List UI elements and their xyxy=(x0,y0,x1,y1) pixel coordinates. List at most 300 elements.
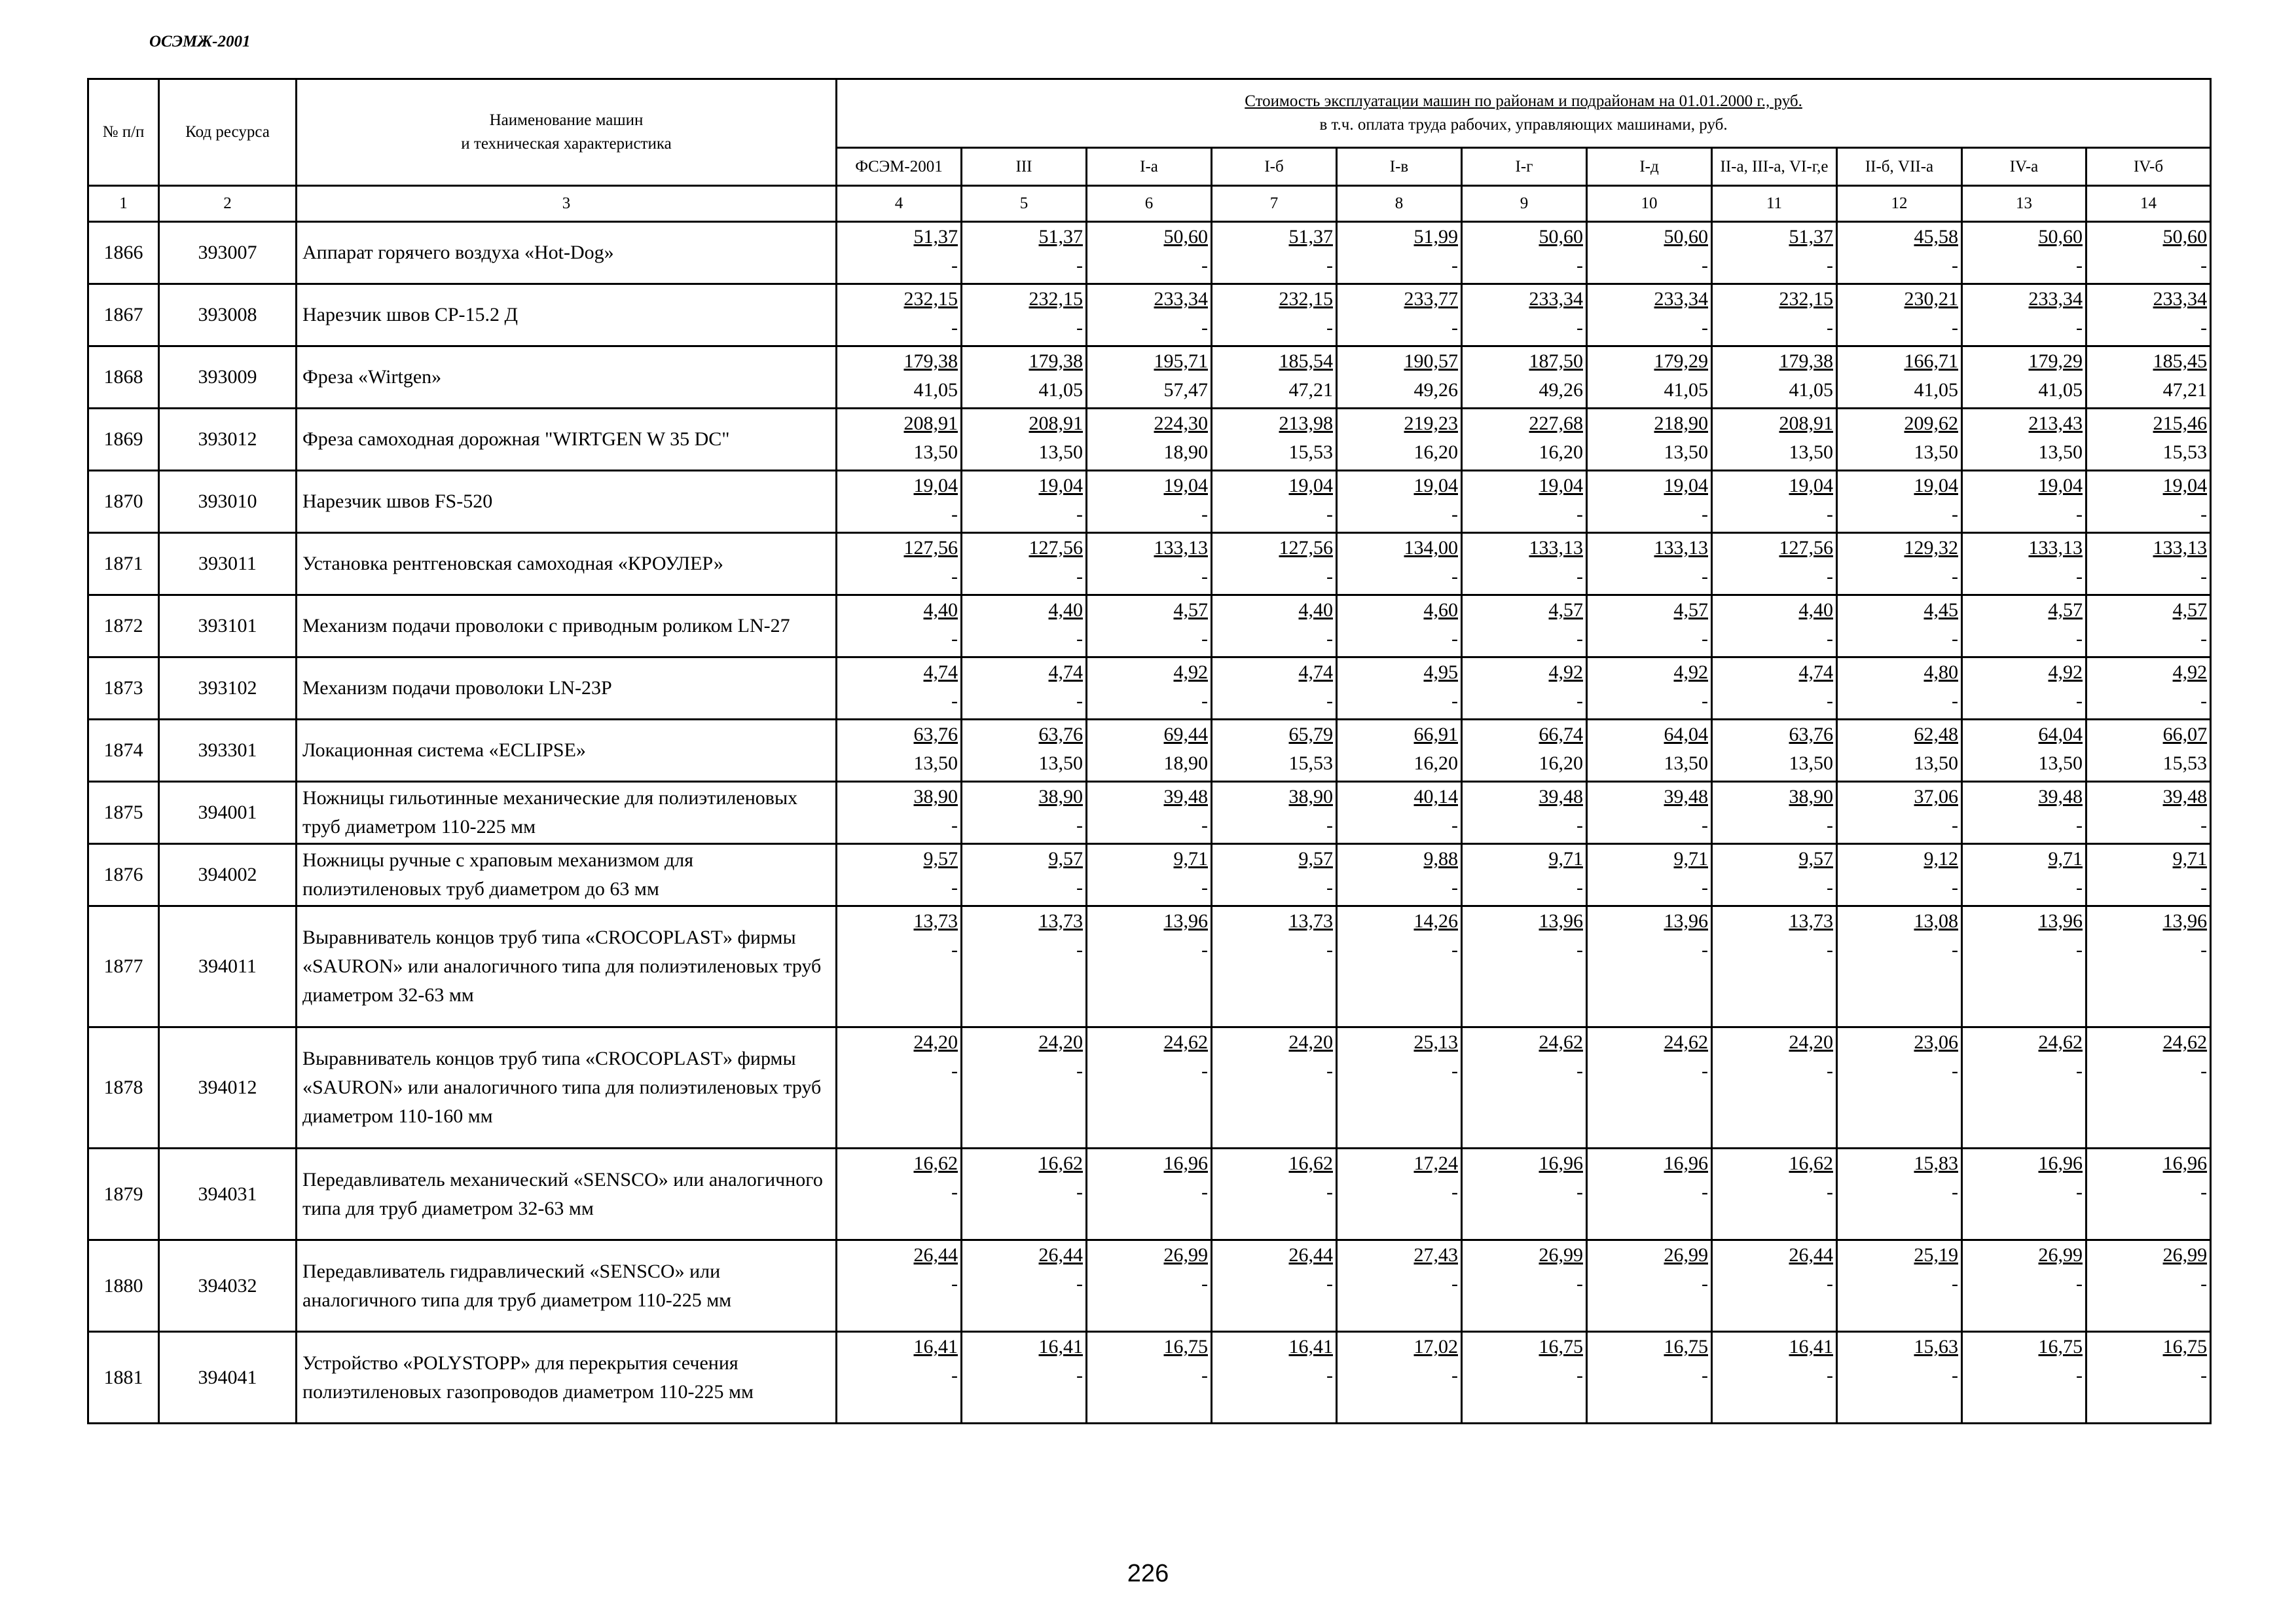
operating-cost-value: 50,60 xyxy=(1163,226,1208,248)
cost-cell xyxy=(1462,657,1587,720)
operating-cost-value: 19,04 xyxy=(1664,475,1708,496)
cost-cell xyxy=(1337,906,1462,1027)
operating-cost-value: 45,58 xyxy=(1914,226,1958,248)
operating-cost-value: 127,56 xyxy=(1779,537,1833,559)
cost-cell xyxy=(1212,906,1337,1027)
operating-cost-value: 39,48 xyxy=(1163,786,1208,807)
labor-cost-value: - xyxy=(1952,628,1958,650)
cost-cell xyxy=(1087,533,1212,595)
cost-cell xyxy=(1337,1332,1462,1424)
cost-cell xyxy=(1837,1240,1962,1332)
resource-code: 394041 xyxy=(159,1332,297,1424)
operating-cost-value: 24,62 xyxy=(1539,1031,1583,1053)
operating-cost-value: 16,41 xyxy=(913,1336,958,1357)
labor-cost-value: - xyxy=(1326,566,1333,587)
labor-cost-value: - xyxy=(1702,504,1708,525)
labor-cost-value: - xyxy=(1576,690,1583,712)
operating-cost-value: 16,96 xyxy=(2162,1153,2208,1174)
header-region: ФСЭМ-2001 xyxy=(837,148,962,186)
labor-cost-value: - xyxy=(1702,628,1708,650)
labor-cost-value: - xyxy=(1952,939,1958,961)
operating-cost-value: 39,48 xyxy=(1664,786,1708,807)
cost-cell xyxy=(962,782,1087,844)
operating-cost-value: 16,62 xyxy=(1789,1153,1833,1174)
labor-cost-value: - xyxy=(2200,690,2208,712)
cost-cell xyxy=(1087,222,1212,284)
cost-cell xyxy=(1587,906,1712,1027)
operating-cost-value: 9,71 xyxy=(1548,848,1583,870)
column-number: 3 xyxy=(297,186,837,222)
labor-cost-value: - xyxy=(1952,317,1958,339)
cost-cell xyxy=(1337,1240,1462,1332)
labor-cost-value: 41,05 xyxy=(1038,379,1083,401)
labor-cost-value: - xyxy=(1201,1181,1208,1203)
operating-cost-value: 16,62 xyxy=(1038,1153,1083,1174)
labor-cost-value: - xyxy=(1827,877,1833,898)
operating-cost-value: 208,91 xyxy=(903,413,958,434)
operating-cost-value: 62,48 xyxy=(1914,724,1958,745)
operating-cost-value: 19,04 xyxy=(1288,475,1333,496)
cost-cell xyxy=(1962,657,2086,720)
labor-cost-value: 13,50 xyxy=(1038,441,1083,463)
operating-cost-value: 127,56 xyxy=(1279,537,1333,559)
operating-cost-value: 24,62 xyxy=(1163,1031,1208,1053)
cost-cell xyxy=(1712,284,1837,346)
cost-cell xyxy=(1837,720,1962,782)
header-cost-title xyxy=(837,79,2211,148)
labor-cost-value: - xyxy=(1076,877,1083,898)
cost-cell xyxy=(1712,1027,1837,1149)
operating-cost-value: 4,45 xyxy=(1923,599,1958,621)
cost-cell xyxy=(1337,657,1462,720)
operating-cost-value: 233,34 xyxy=(2028,288,2083,310)
cost-cell xyxy=(1462,782,1587,844)
cost-cell xyxy=(1587,1027,1712,1149)
machine-name: Передавливатель механический «SENSCO» или аналогичного типа для труб диаметром 32-63 мм xyxy=(297,1149,837,1240)
cost-cell xyxy=(1587,595,1712,657)
cost-cell xyxy=(1712,1149,1837,1240)
labor-cost-value: - xyxy=(1827,939,1833,961)
labor-cost-value: - xyxy=(1451,1273,1458,1295)
labor-cost-value: 41,05 xyxy=(1789,379,1833,401)
labor-cost-value: - xyxy=(1952,504,1958,525)
operating-cost-value: 19,04 xyxy=(1163,475,1208,496)
labor-cost-value: - xyxy=(951,690,958,712)
table-row xyxy=(88,720,2211,782)
labor-cost-value: - xyxy=(2200,1181,2208,1203)
column-number: 11 xyxy=(1712,186,1837,222)
labor-cost-value: - xyxy=(1201,877,1208,898)
column-number: 10 xyxy=(1587,186,1712,222)
operating-cost-value: 133,13 xyxy=(2028,537,2083,559)
labor-cost-value: 13,50 xyxy=(1664,441,1708,463)
operating-cost-value: 9,57 xyxy=(1298,848,1333,870)
operating-cost-value: 69,44 xyxy=(1163,724,1208,745)
cost-cell xyxy=(1087,284,1212,346)
operating-cost-value: 232,15 xyxy=(903,288,958,310)
header-machine-name xyxy=(297,79,837,186)
cost-cell xyxy=(2086,1027,2211,1149)
labor-cost-value: - xyxy=(2076,1060,2083,1082)
cost-cell xyxy=(1337,471,1462,533)
operating-cost-value: 16,75 xyxy=(1163,1336,1208,1357)
table-row xyxy=(88,471,2211,533)
operating-cost-value: 185,54 xyxy=(1279,350,1333,372)
labor-cost-value: - xyxy=(2076,690,2083,712)
cost-cell xyxy=(1712,533,1837,595)
resource-code: 394001 xyxy=(159,782,297,844)
machine-name: Передавливатель гидравлический «SENSCO» или аналогичного типа для труб диаметром 110-225 мм xyxy=(297,1240,837,1332)
cost-cell xyxy=(1962,222,2086,284)
labor-cost-value: 13,50 xyxy=(1038,752,1083,774)
labor-cost-value: - xyxy=(1827,690,1833,712)
row-number: 1866 xyxy=(88,222,159,284)
machine-name: Фреза «Wirtgen» xyxy=(297,346,837,409)
labor-cost-value: 47,21 xyxy=(1288,379,1333,401)
operating-cost-value: 16,96 xyxy=(2038,1153,2083,1174)
labor-cost-value: - xyxy=(951,939,958,961)
operating-cost-value: 66,91 xyxy=(1413,724,1458,745)
labor-cost-value: - xyxy=(1326,1060,1333,1082)
column-number: 7 xyxy=(1212,186,1337,222)
labor-cost-value: - xyxy=(1827,1273,1833,1295)
operating-cost-value: 26,99 xyxy=(1539,1244,1583,1266)
table-row xyxy=(88,657,2211,720)
labor-cost-value: - xyxy=(1201,1273,1208,1295)
labor-cost-value: - xyxy=(1702,317,1708,339)
cost-cell xyxy=(1587,1332,1712,1424)
cost-cell xyxy=(837,595,962,657)
cost-cell xyxy=(837,844,962,906)
cost-cell xyxy=(1962,844,2086,906)
labor-cost-value: - xyxy=(951,1273,958,1295)
labor-cost-value: - xyxy=(1702,1181,1708,1203)
machine-name: Нарезчик швов FS-520 xyxy=(297,471,837,533)
cost-cell xyxy=(2086,657,2211,720)
cost-cell xyxy=(2086,1332,2211,1424)
operating-cost-value: 4,57 xyxy=(1548,599,1583,621)
cost-cell xyxy=(962,906,1087,1027)
operating-cost-value: 19,04 xyxy=(1038,475,1083,496)
cost-cell xyxy=(1837,906,1962,1027)
cost-cell xyxy=(837,533,962,595)
cost-cell xyxy=(2086,533,2211,595)
column-number-row xyxy=(88,186,2211,222)
machine-name: Нарезчик швов СР-15.2 Д xyxy=(297,284,837,346)
labor-cost-value: - xyxy=(1702,566,1708,587)
cost-cell xyxy=(1962,1332,2086,1424)
row-number: 1869 xyxy=(88,409,159,471)
resource-code: 393301 xyxy=(159,720,297,782)
cost-cell xyxy=(1962,1240,2086,1332)
labor-cost-value: 41,05 xyxy=(1664,379,1708,401)
operating-cost-value: 215,46 xyxy=(2153,413,2208,434)
labor-cost-value: - xyxy=(1576,566,1583,587)
operating-cost-value: 133,13 xyxy=(1654,537,1708,559)
cost-cell xyxy=(1087,906,1212,1027)
labor-cost-value: - xyxy=(1576,504,1583,525)
cost-cell xyxy=(1337,533,1462,595)
cost-cell xyxy=(1587,657,1712,720)
labor-cost-value: - xyxy=(1451,939,1458,961)
operating-cost-value: 213,43 xyxy=(2028,413,2083,434)
operating-cost-value: 4,74 xyxy=(1298,661,1333,683)
labor-cost-value: 47,21 xyxy=(2162,379,2208,401)
cost-cell xyxy=(2086,595,2211,657)
operating-cost-value: 50,60 xyxy=(1539,226,1583,248)
labor-cost-value: - xyxy=(2076,877,2083,898)
operating-cost-value: 38,90 xyxy=(913,786,958,807)
operating-cost-value: 9,57 xyxy=(923,848,958,870)
labor-cost-value: - xyxy=(1326,628,1333,650)
labor-cost-value: - xyxy=(1326,877,1333,898)
table-row xyxy=(88,1027,2211,1149)
labor-cost-value: - xyxy=(1326,317,1333,339)
operating-cost-value: 195,71 xyxy=(1154,350,1208,372)
cost-cell xyxy=(1212,1027,1337,1149)
labor-cost-value: - xyxy=(1827,504,1833,525)
labor-cost-value: 15,53 xyxy=(2162,441,2208,463)
cost-cell xyxy=(1337,782,1462,844)
labor-cost-value: - xyxy=(2076,628,2083,650)
operating-cost-value: 233,34 xyxy=(1154,288,1208,310)
labor-cost-value: - xyxy=(1326,690,1333,712)
cost-cell xyxy=(1087,657,1212,720)
labor-cost-value: - xyxy=(951,815,958,836)
cost-cell xyxy=(1587,409,1712,471)
cost-cell xyxy=(1337,222,1462,284)
resource-code: 394012 xyxy=(159,1027,297,1149)
column-number: 6 xyxy=(1087,186,1212,222)
cost-cell xyxy=(1212,844,1337,906)
cost-cell xyxy=(962,284,1087,346)
labor-cost-value: - xyxy=(1076,255,1083,276)
labor-cost-value: - xyxy=(2076,566,2083,587)
cost-cell xyxy=(1587,844,1712,906)
cost-cell xyxy=(837,284,962,346)
operating-cost-value: 24,62 xyxy=(1664,1031,1708,1053)
cost-cell xyxy=(1587,222,1712,284)
cost-cell xyxy=(1087,1027,1212,1149)
table-row xyxy=(88,1240,2211,1332)
cost-cell xyxy=(837,906,962,1027)
cost-cell xyxy=(1337,595,1462,657)
labor-cost-value: - xyxy=(2200,1060,2208,1082)
operating-cost-value: 127,56 xyxy=(903,537,958,559)
operating-cost-value: 25,13 xyxy=(1413,1031,1458,1053)
operating-cost-value: 39,48 xyxy=(1539,786,1583,807)
operating-cost-value: 4,57 xyxy=(2172,599,2208,621)
labor-cost-value: 41,05 xyxy=(1914,379,1958,401)
operating-cost-value: 39,48 xyxy=(2162,786,2208,807)
labor-cost-value: - xyxy=(1952,255,1958,276)
cost-cell xyxy=(837,222,962,284)
table-row xyxy=(88,346,2211,409)
labor-cost-value: - xyxy=(2200,939,2208,961)
operating-cost-value: 26,44 xyxy=(1038,1244,1083,1266)
operating-cost-value: 4,92 xyxy=(2048,661,2083,683)
operating-cost-value: 13,96 xyxy=(1163,910,1208,932)
cost-cell xyxy=(1462,1332,1587,1424)
operating-cost-value: 13,73 xyxy=(913,910,958,932)
cost-cell xyxy=(1587,533,1712,595)
cost-cell xyxy=(1462,222,1587,284)
operating-cost-value: 13,73 xyxy=(1288,910,1333,932)
cost-cell xyxy=(1587,782,1712,844)
labor-cost-value: - xyxy=(1201,255,1208,276)
cost-cell xyxy=(1712,1240,1837,1332)
operating-cost-value: 16,75 xyxy=(1539,1336,1583,1357)
labor-cost-value: - xyxy=(1076,690,1083,712)
operating-cost-value: 166,71 xyxy=(1904,350,1958,372)
cost-cell xyxy=(837,346,962,409)
operating-cost-value: 4,92 xyxy=(2172,661,2208,683)
operating-cost-value: 227,68 xyxy=(1529,413,1583,434)
labor-cost-value: - xyxy=(1201,504,1208,525)
row-number: 1877 xyxy=(88,906,159,1027)
cost-cell xyxy=(1837,409,1962,471)
cost-cell xyxy=(1962,346,2086,409)
cost-cell xyxy=(2086,720,2211,782)
cost-cell xyxy=(1587,284,1712,346)
operating-cost-value: 26,99 xyxy=(1664,1244,1708,1266)
table-row xyxy=(88,1149,2211,1240)
cost-cell xyxy=(1212,720,1337,782)
column-number: 13 xyxy=(1962,186,2086,222)
labor-cost-value: - xyxy=(1702,815,1708,836)
labor-cost-value: 13,50 xyxy=(2038,752,2083,774)
cost-cell xyxy=(1712,346,1837,409)
operating-cost-value: 38,90 xyxy=(1038,786,1083,807)
labor-cost-value: 13,50 xyxy=(1664,752,1708,774)
operating-cost-value: 218,90 xyxy=(1654,413,1708,434)
cost-cell xyxy=(1087,471,1212,533)
operating-cost-value: 63,76 xyxy=(913,724,958,745)
labor-cost-value: - xyxy=(1326,1273,1333,1295)
cost-cell xyxy=(1587,720,1712,782)
operating-cost-value: 4,80 xyxy=(1923,661,1958,683)
operating-cost-value: 37,06 xyxy=(1914,786,1958,807)
labor-cost-value: - xyxy=(1952,1060,1958,1082)
cost-cell xyxy=(962,409,1087,471)
cost-cell xyxy=(1837,346,1962,409)
resource-code: 393011 xyxy=(159,533,297,595)
table-body xyxy=(88,222,2211,1424)
operating-cost-value: 26,44 xyxy=(1288,1244,1333,1266)
labor-cost-value: - xyxy=(1451,255,1458,276)
operating-cost-value: 4,57 xyxy=(1673,599,1708,621)
operating-cost-value: 19,04 xyxy=(913,475,958,496)
cost-cell xyxy=(1462,1240,1587,1332)
cost-cell xyxy=(962,346,1087,409)
row-number: 1878 xyxy=(88,1027,159,1149)
labor-cost-value: - xyxy=(1576,255,1583,276)
labor-cost-value: 13,50 xyxy=(1789,441,1833,463)
operating-cost-value: 4,60 xyxy=(1423,599,1458,621)
labor-cost-value: - xyxy=(1451,628,1458,650)
operating-cost-value: 16,75 xyxy=(2162,1336,2208,1357)
labor-cost-value: - xyxy=(2076,1273,2083,1295)
column-number: 1 xyxy=(88,186,159,222)
cost-cell xyxy=(1962,595,2086,657)
operating-cost-value: 64,04 xyxy=(2038,724,2083,745)
cost-cell xyxy=(1212,409,1337,471)
operating-cost-value: 26,44 xyxy=(913,1244,958,1266)
labor-cost-value: - xyxy=(1201,317,1208,339)
labor-cost-value: - xyxy=(2076,504,2083,525)
cost-cell xyxy=(1587,471,1712,533)
operating-cost-value: 4,74 xyxy=(1048,661,1083,683)
machine-name: Локационная система «ECLIPSE» xyxy=(297,720,837,782)
labor-cost-value: - xyxy=(1576,1181,1583,1203)
labor-cost-value: - xyxy=(1827,317,1833,339)
cost-cell xyxy=(1462,533,1587,595)
cost-cell xyxy=(1462,409,1587,471)
table-row xyxy=(88,595,2211,657)
labor-cost-value: - xyxy=(1076,939,1083,961)
table-row xyxy=(88,906,2211,1027)
header-region: II-б, VII-а xyxy=(1837,148,1962,186)
resource-code: 394031 xyxy=(159,1149,297,1240)
cost-cell xyxy=(1962,782,2086,844)
machine-name: Установка рентгеновская самоходная «КРОУЛЕР» xyxy=(297,533,837,595)
header-region: I-б xyxy=(1212,148,1337,186)
labor-cost-value: - xyxy=(1326,504,1333,525)
operating-cost-value: 9,71 xyxy=(1173,848,1208,870)
labor-cost-value: 13,50 xyxy=(913,752,958,774)
operating-cost-value: 16,41 xyxy=(1789,1336,1833,1357)
operating-cost-value: 14,26 xyxy=(1413,910,1458,932)
cost-cell xyxy=(1962,471,2086,533)
labor-cost-value: - xyxy=(2076,255,2083,276)
resource-code: 393101 xyxy=(159,595,297,657)
operating-cost-value: 9,71 xyxy=(2048,848,2083,870)
operating-cost-value: 63,76 xyxy=(1789,724,1833,745)
cost-cell xyxy=(1212,1332,1337,1424)
cost-cell xyxy=(1212,595,1337,657)
header-cost-line1: Стоимость эксплуатации машин по районам и подрайонам на 01.01.2000 г., руб. xyxy=(1245,92,1802,110)
operating-cost-value: 209,62 xyxy=(1904,413,1958,434)
row-number: 1870 xyxy=(88,471,159,533)
labor-cost-value: - xyxy=(1451,877,1458,898)
operating-cost-value: 208,91 xyxy=(1779,413,1833,434)
cost-cell xyxy=(1962,1027,2086,1149)
header-cost-line2: в т.ч. оплата труда рабочих, управляющих машинами, руб. xyxy=(1319,116,1728,134)
labor-cost-value: - xyxy=(1451,504,1458,525)
labor-cost-value: - xyxy=(2200,504,2208,525)
labor-cost-value: - xyxy=(2200,317,2208,339)
cost-cell xyxy=(1837,222,1962,284)
operating-cost-value: 9,12 xyxy=(1923,848,1958,870)
operating-cost-value: 224,30 xyxy=(1154,413,1208,434)
labor-cost-value: - xyxy=(1201,1060,1208,1082)
operating-cost-value: 26,99 xyxy=(1163,1244,1208,1266)
operating-cost-value: 51,37 xyxy=(1038,226,1083,248)
labor-cost-value: - xyxy=(1702,255,1708,276)
operating-cost-value: 4,92 xyxy=(1548,661,1583,683)
labor-cost-value: 15,53 xyxy=(1288,752,1333,774)
header-region: IV-б xyxy=(2086,148,2211,186)
cost-cell xyxy=(1837,284,1962,346)
labor-cost-value: - xyxy=(951,1365,958,1386)
labor-cost-value: - xyxy=(1076,1365,1083,1386)
cost-cell xyxy=(1087,346,1212,409)
operating-cost-value: 9,57 xyxy=(1048,848,1083,870)
cost-cell xyxy=(1462,1149,1587,1240)
cost-cell xyxy=(2086,782,2211,844)
cost-cell xyxy=(1212,346,1337,409)
labor-cost-value: - xyxy=(1702,1273,1708,1295)
